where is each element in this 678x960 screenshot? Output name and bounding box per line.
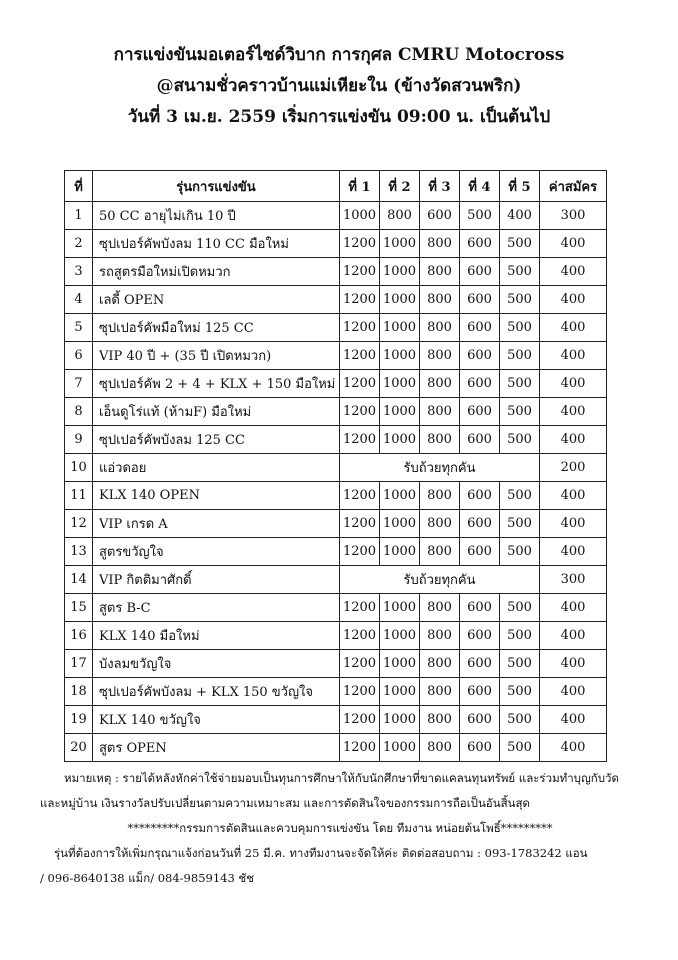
prize-1-cell: 1200 [340, 538, 380, 566]
prize-3-cell: 800 [420, 482, 460, 510]
class-name-cell: KLX 140 มือใหม่ [93, 622, 340, 650]
prize-5-cell: 500 [500, 258, 540, 286]
col-header-class: รุ่นการแข่งขัน [93, 171, 340, 202]
class-name-cell: สูตร B-C [93, 594, 340, 622]
prize-4-cell: 600 [460, 482, 500, 510]
prize-2-cell: 1000 [380, 706, 420, 734]
row-number-cell: 16 [65, 622, 93, 650]
prize-4-cell: 600 [460, 510, 500, 538]
prize-4-cell: 600 [460, 538, 500, 566]
class-name-cell: สูตรขวัญใจ [93, 538, 340, 566]
class-name-cell: ซุปเปอร์คัพบังลม + KLX 150 ขวัญใจ [93, 678, 340, 706]
prize-5-cell: 500 [500, 286, 540, 314]
table-row [65, 314, 607, 342]
prize-2-cell: 1000 [380, 510, 420, 538]
class-name-cell: เอ็นดูโร่แท้ (ห้ามF) มือใหม่ [93, 398, 340, 426]
prize-3-cell: 800 [420, 650, 460, 678]
row-number-cell: 14 [65, 566, 93, 594]
event-title: การแข่งขันมอเตอร์ไซด์วิบาก การกุศล CMRU Motocross [113, 45, 565, 65]
class-name-cell: KLX 140 OPEN [93, 482, 340, 510]
class-name-cell: เลดี้ OPEN [93, 286, 340, 314]
entry-fee-cell: 400 [540, 706, 607, 734]
prize-4-cell: 600 [460, 286, 500, 314]
prize-2-cell: 1000 [380, 398, 420, 426]
prize-5-cell: 500 [500, 426, 540, 454]
row-number-cell: 5 [65, 314, 93, 342]
class-name-cell: ซุปเปอร์คัพบังลม 125 CC [93, 426, 340, 454]
prize-3-cell: 600 [420, 202, 460, 230]
prize-2-cell: 1000 [380, 314, 420, 342]
prize-3-cell: 800 [420, 370, 460, 398]
prize-5-cell: 500 [500, 594, 540, 622]
prize-3-cell: 800 [420, 314, 460, 342]
prize-3-cell: 800 [420, 426, 460, 454]
prize-2-cell: 1000 [380, 650, 420, 678]
prize-5-cell: 500 [500, 706, 540, 734]
class-name-cell: รถสูตรมือใหม่เปิดหมวก [93, 258, 340, 286]
table-row [65, 398, 607, 426]
row-number-cell: 1 [65, 202, 93, 230]
prize-1-cell: 1200 [340, 258, 380, 286]
table-row [65, 566, 607, 594]
entry-fee-cell: 400 [540, 678, 607, 706]
prize-table [64, 170, 607, 762]
row-number-cell: 12 [65, 510, 93, 538]
table-row [65, 342, 607, 370]
row-number-cell: 7 [65, 370, 93, 398]
event-date: วันที่ 3 เม.ย. 2559 เริ่มการแข่งขัน 09:00 น. เป็นต้นไป [127, 107, 551, 127]
entry-fee-cell: 300 [540, 202, 607, 230]
prize-4-cell: 600 [460, 426, 500, 454]
prize-1-cell: 1200 [340, 370, 380, 398]
prize-2-cell: 1000 [380, 426, 420, 454]
prize-4-cell: 600 [460, 398, 500, 426]
prize-5-cell: 500 [500, 510, 540, 538]
prize-4-cell: 600 [460, 678, 500, 706]
contact-line-2: / 096-8640138 แม็ก/ 084-9859143 ชัช [40, 871, 255, 885]
entry-fee-cell: 400 [540, 538, 607, 566]
prize-2-cell: 1000 [380, 678, 420, 706]
entry-fee-cell: 400 [540, 286, 607, 314]
prize-5-cell: 500 [500, 678, 540, 706]
row-number-cell: 9 [65, 426, 93, 454]
class-name-cell: VIP 40 ปี + (35 ปี เปิดหมวก) [93, 342, 340, 370]
prize-3-cell: 800 [420, 286, 460, 314]
prize-4-cell: 500 [460, 202, 500, 230]
class-name-cell: สูตร OPEN [93, 734, 340, 762]
prize-5-cell: 500 [500, 734, 540, 762]
row-number-cell: 3 [65, 258, 93, 286]
entry-fee-cell: 400 [540, 314, 607, 342]
prize-1-cell: 1200 [340, 650, 380, 678]
row-number-cell: 6 [65, 342, 93, 370]
row-number-cell: 4 [65, 286, 93, 314]
prize-4-cell: 600 [460, 650, 500, 678]
prize-2-cell: 1000 [380, 370, 420, 398]
col-header-place-1: ที่ 1 [340, 171, 380, 202]
prize-1-cell: 1200 [340, 286, 380, 314]
prize-1-cell: 1200 [340, 426, 380, 454]
prize-2-cell: 1000 [380, 342, 420, 370]
prize-5-cell: 500 [500, 314, 540, 342]
col-header-place-4: ที่ 4 [460, 171, 500, 202]
col-header-fee: ค่าสมัคร [540, 171, 607, 202]
notes-section [40, 766, 640, 891]
prize-3-cell: 800 [420, 398, 460, 426]
prize-5-cell: 500 [500, 650, 540, 678]
class-name-cell: บังลมขวัญใจ [93, 650, 340, 678]
prize-4-cell: 600 [460, 258, 500, 286]
table-row [65, 426, 607, 454]
prize-5-cell: 500 [500, 370, 540, 398]
table-header-row [65, 171, 607, 202]
prize-4-cell: 600 [460, 622, 500, 650]
prize-1-cell: 1200 [340, 482, 380, 510]
class-name-cell: ซุปเปอร์คัพ 2 + 4 + KLX + 150 มือใหม่ [93, 370, 340, 398]
entry-fee-cell: 400 [540, 230, 607, 258]
prize-3-cell: 800 [420, 342, 460, 370]
prize-3-cell: 800 [420, 258, 460, 286]
prize-2-cell: 1000 [380, 482, 420, 510]
entry-fee-cell: 400 [540, 482, 607, 510]
prize-5-cell: 500 [500, 622, 540, 650]
committee-line: *********กรรมการตัดสินและควบคุมการแข่งขัน โดย ทีมงาน หน่อยต้นโพธิ์********* [127, 821, 553, 835]
prize-1-cell: 1200 [340, 594, 380, 622]
prize-1-cell: 1200 [340, 342, 380, 370]
table-row [65, 286, 607, 314]
table-row [65, 202, 607, 230]
prize-5-cell: 500 [500, 398, 540, 426]
class-name-cell: แอ่วดอย [93, 454, 340, 482]
entry-fee-cell: 400 [540, 258, 607, 286]
prize-4-cell: 600 [460, 342, 500, 370]
entry-fee-cell: 400 [540, 622, 607, 650]
row-number-cell: 11 [65, 482, 93, 510]
row-number-cell: 19 [65, 706, 93, 734]
prize-2-cell: 1000 [380, 594, 420, 622]
prize-4-cell: 600 [460, 314, 500, 342]
row-number-cell: 15 [65, 594, 93, 622]
event-venue: @สนามชั่วคราวบ้านแม่เหียะใน (ข้างวัดสวนพริก) [156, 76, 522, 96]
class-name-cell: KLX 140 ขวัญใจ [93, 706, 340, 734]
entry-fee-cell: 400 [540, 342, 607, 370]
entry-fee-cell: 400 [540, 734, 607, 762]
prize-4-cell: 600 [460, 594, 500, 622]
note-line-1: หมายเหตุ : รายได้หลังหักค่าใช้จ่ายมอบเป็นทุนการศึกษาให้กับนักศึกษาที่ขาดแคลนทุนทรัพย์ และร่วมทำบุญกับวัด [64, 771, 619, 785]
row-number-cell: 20 [65, 734, 93, 762]
col-header-place-5: ที่ 5 [500, 171, 540, 202]
table-row [65, 650, 607, 678]
prize-1-cell: 1000 [340, 202, 380, 230]
prize-3-cell: 800 [420, 510, 460, 538]
prize-5-cell: 400 [500, 202, 540, 230]
table-row [65, 454, 607, 482]
prize-2-cell: 1000 [380, 230, 420, 258]
document-header [0, 40, 678, 133]
table-row [65, 594, 607, 622]
prize-5-cell: 500 [500, 482, 540, 510]
row-number-cell: 8 [65, 398, 93, 426]
prize-1-cell: 1200 [340, 398, 380, 426]
entry-fee-cell: 400 [540, 426, 607, 454]
prize-3-cell: 800 [420, 622, 460, 650]
row-number-cell: 10 [65, 454, 93, 482]
col-header-number: ที่ [65, 171, 93, 202]
prize-1-cell: 1200 [340, 678, 380, 706]
prize-5-cell: 500 [500, 538, 540, 566]
prize-4-cell: 600 [460, 230, 500, 258]
table-row [65, 482, 607, 510]
table-row [65, 706, 607, 734]
table-row [65, 510, 607, 538]
prize-5-cell: 500 [500, 230, 540, 258]
prize-2-cell: 1000 [380, 538, 420, 566]
col-header-place-3: ที่ 3 [420, 171, 460, 202]
entry-fee-cell: 400 [540, 398, 607, 426]
row-number-cell: 2 [65, 230, 93, 258]
prize-2-cell: 1000 [380, 286, 420, 314]
prize-1-cell: 1200 [340, 314, 380, 342]
contact-line-1: รุ่นที่ต้องการให้เพิ่มกรุณาแจ้งก่อนวันที่ 25 มี.ค. ทางทีมงานจะจัดให้ค่ะ ติดต่อสอบถาม : 093-1783242 แอน [54, 846, 588, 860]
entry-fee-cell: 400 [540, 594, 607, 622]
class-name-cell: 50 CC อายุไม่เกิน 10 ปี [93, 202, 340, 230]
prize-1-cell: 1200 [340, 510, 380, 538]
prize-4-cell: 600 [460, 370, 500, 398]
entry-fee-cell: 400 [540, 650, 607, 678]
entry-fee-cell: 300 [540, 566, 607, 594]
table-row [65, 622, 607, 650]
table-row [65, 538, 607, 566]
note-line-2: และหมู่บ้าน เงินรางวัลปรับเปลี่ยนตามความเหมาะสม และการตัดสินใจของกรรมการถือเป็นอันสิ้นสุด [40, 796, 530, 810]
prize-2-cell: 1000 [380, 734, 420, 762]
row-number-cell: 18 [65, 678, 93, 706]
prize-3-cell: 800 [420, 678, 460, 706]
prize-3-cell: 800 [420, 594, 460, 622]
prize-2-cell: 800 [380, 202, 420, 230]
trophy-note-cell: รับถ้วยทุกคัน [340, 454, 540, 482]
class-name-cell: ซุปเปอร์คัพมือใหม่ 125 CC [93, 314, 340, 342]
prize-2-cell: 1000 [380, 258, 420, 286]
row-number-cell: 13 [65, 538, 93, 566]
prize-5-cell: 500 [500, 342, 540, 370]
table-row [65, 258, 607, 286]
class-name-cell: VIP กิตติมาศักดิ์ [93, 566, 340, 594]
prize-2-cell: 1000 [380, 622, 420, 650]
col-header-place-2: ที่ 2 [380, 171, 420, 202]
prize-3-cell: 800 [420, 230, 460, 258]
prize-3-cell: 800 [420, 734, 460, 762]
prize-3-cell: 800 [420, 706, 460, 734]
prize-3-cell: 800 [420, 538, 460, 566]
prize-4-cell: 600 [460, 734, 500, 762]
trophy-note-cell: รับถ้วยทุกคัน [340, 566, 540, 594]
class-name-cell: ซุปเปอร์คัพบังลม 110 CC มือใหม่ [93, 230, 340, 258]
table-row [65, 230, 607, 258]
entry-fee-cell: 400 [540, 510, 607, 538]
prize-4-cell: 600 [460, 706, 500, 734]
entry-fee-cell: 200 [540, 454, 607, 482]
prize-1-cell: 1200 [340, 622, 380, 650]
prize-1-cell: 1200 [340, 230, 380, 258]
table-row [65, 370, 607, 398]
row-number-cell: 17 [65, 650, 93, 678]
table-body [65, 202, 607, 762]
table-row [65, 678, 607, 706]
prize-1-cell: 1200 [340, 734, 380, 762]
table-row [65, 734, 607, 762]
prize-1-cell: 1200 [340, 706, 380, 734]
class-name-cell: VIP เกรด A [93, 510, 340, 538]
entry-fee-cell: 400 [540, 370, 607, 398]
